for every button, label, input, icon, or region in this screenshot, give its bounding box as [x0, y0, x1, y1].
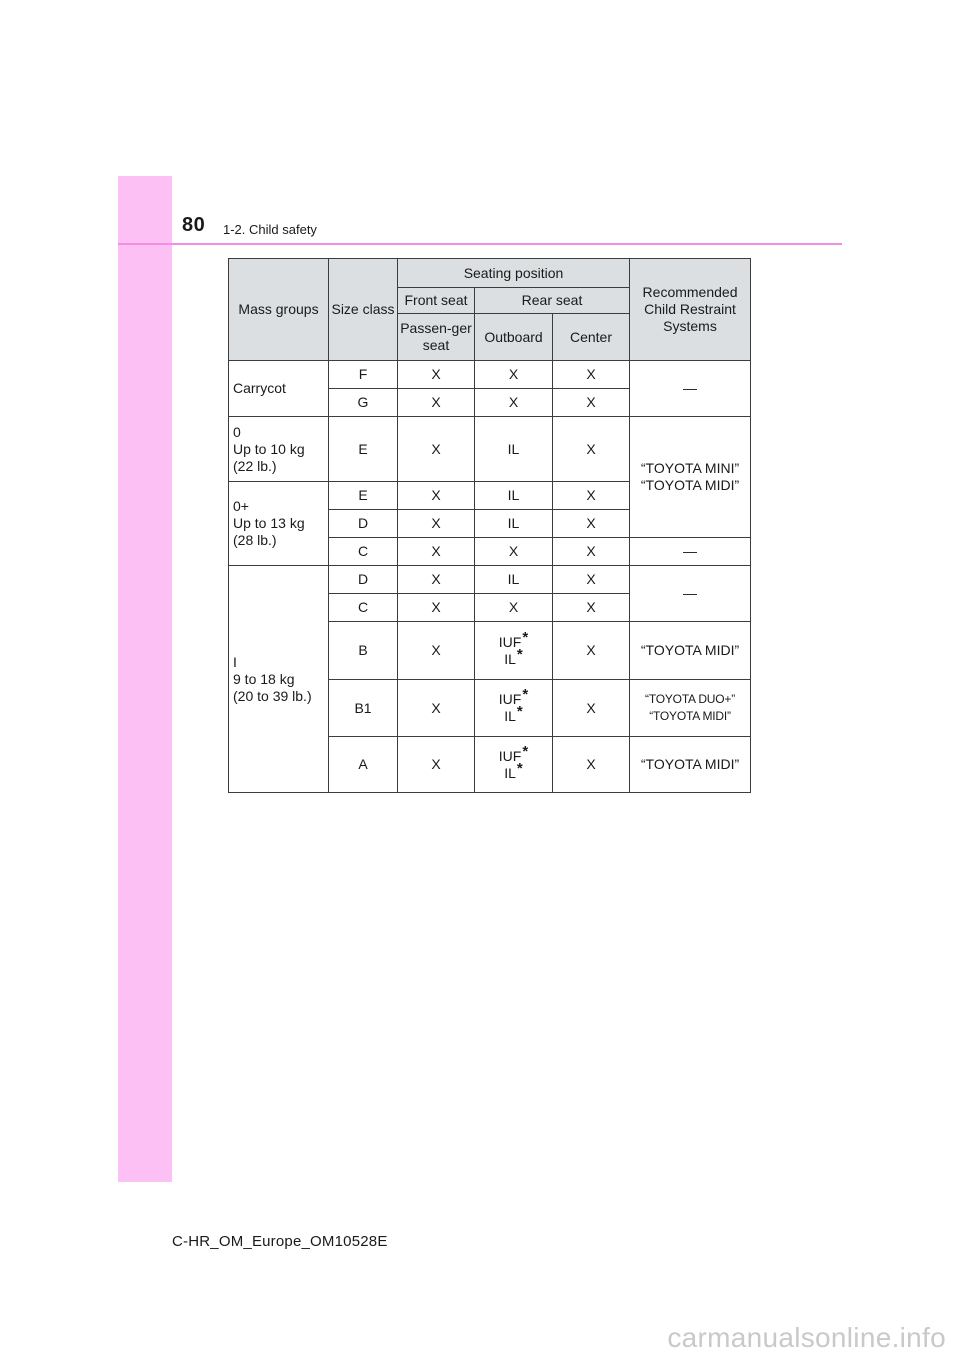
header-outboard: Outboard	[475, 314, 553, 361]
recommended-cell: “TOYOTA MIDI”	[630, 622, 751, 680]
recommended-cell: —	[630, 566, 751, 622]
outboard-value: IUF	[498, 747, 522, 764]
center-cell: X	[553, 510, 630, 538]
front-seat-cell: X	[398, 361, 475, 389]
recommended-cell: —	[630, 538, 751, 566]
recommended-cell: —	[630, 361, 751, 417]
outboard-cell	[475, 680, 553, 737]
recommended-line: “TOYOTA DUO+”	[645, 692, 735, 706]
front-seat-cell: X	[398, 510, 475, 538]
center-cell: X	[553, 389, 630, 417]
size-class-cell: E	[329, 417, 398, 482]
size-class-cell: C	[329, 538, 398, 566]
footnote-mark: *	[516, 759, 523, 777]
front-seat-cell: X	[398, 538, 475, 566]
table-row	[229, 566, 751, 594]
mass-group-line: 0	[233, 423, 241, 440]
section-title: 1-2. Child safety	[223, 222, 317, 237]
outboard-line	[477, 759, 550, 782]
size-class-cell: A	[329, 737, 398, 793]
outboard-value: IL	[504, 650, 516, 667]
center-cell: X	[553, 622, 630, 680]
outboard-line	[477, 628, 550, 651]
size-class-cell: F	[329, 361, 398, 389]
center-cell: X	[553, 680, 630, 737]
mass-group-line: Up to 10 kg	[233, 440, 305, 457]
outboard-value: IUF	[498, 691, 522, 707]
header-mass-groups: Mass groups	[229, 259, 329, 361]
footnote-mark: *	[516, 703, 523, 720]
chapter-sidebar	[118, 176, 172, 1182]
front-seat-cell: X	[398, 680, 475, 737]
document-id: C-HR_OM_Europe_OM10528E	[172, 1233, 388, 1250]
mass-group-line: 0+	[233, 498, 249, 514]
outboard-value: IL	[504, 764, 516, 781]
size-class-cell: E	[329, 482, 398, 510]
center-cell: X	[553, 538, 630, 566]
table-row	[229, 361, 751, 389]
mass-group-line: (28 lb.)	[233, 532, 277, 548]
mass-group-line: (20 to 39 lb.)	[233, 687, 312, 704]
center-cell: X	[553, 482, 630, 510]
child-restraint-table	[228, 258, 751, 793]
size-class-cell: C	[329, 594, 398, 622]
outboard-cell: IL	[475, 566, 553, 594]
outboard-line	[477, 686, 550, 708]
center-cell: X	[553, 594, 630, 622]
outboard-value: IL	[504, 708, 516, 724]
center-cell: X	[553, 737, 630, 793]
footnote-mark: *	[516, 645, 523, 663]
outboard-cell: IL	[475, 417, 553, 482]
footnote-mark: *	[522, 628, 529, 646]
outboard-value: IUF	[498, 633, 522, 650]
recommended-line: “TOYOTA MINI”	[640, 460, 740, 476]
mass-group-cell	[229, 566, 329, 793]
center-cell: X	[553, 566, 630, 594]
front-seat-cell: X	[398, 417, 475, 482]
size-class-cell: B1	[329, 680, 398, 737]
outboard-cell	[475, 737, 553, 793]
header-size-class: Size class	[329, 259, 398, 361]
header-front-seat: Front seat	[398, 288, 475, 314]
mass-group-line: Up to 13 kg	[233, 515, 305, 531]
footnote-mark: *	[522, 742, 529, 760]
recommended-line: “TOYOTA MIDI”	[649, 709, 731, 723]
header-rear-seat: Rear seat	[475, 288, 630, 314]
size-class-cell: D	[329, 510, 398, 538]
outboard-cell: IL	[475, 482, 553, 510]
mass-group-cell: Carrycot	[229, 361, 329, 417]
outboard-cell: X	[475, 361, 553, 389]
footnote-mark: *	[522, 686, 529, 703]
mass-group-cell	[229, 482, 329, 566]
outboard-cell	[475, 622, 553, 680]
outboard-cell: X	[475, 538, 553, 566]
header-center: Center	[553, 314, 630, 361]
mass-group-line: (22 lb.)	[233, 457, 277, 474]
size-class-cell: B	[329, 622, 398, 680]
outboard-cell: IL	[475, 510, 553, 538]
mass-group-line: 9 to 18 kg	[233, 670, 295, 687]
header-rule	[118, 243, 842, 245]
outboard-line	[477, 742, 550, 765]
center-cell: X	[553, 417, 630, 482]
outboard-cell: X	[475, 389, 553, 417]
front-seat-cell: X	[398, 737, 475, 793]
mass-group-line: I	[233, 653, 237, 670]
front-seat-cell: X	[398, 566, 475, 594]
recommended-cell: “TOYOTA MIDI”	[630, 737, 751, 793]
size-class-cell: D	[329, 566, 398, 594]
front-seat-cell: X	[398, 389, 475, 417]
outboard-line	[477, 645, 550, 668]
header-recommended: Recommended Child Restraint Systems	[630, 259, 751, 361]
size-class-cell: G	[329, 389, 398, 417]
center-cell: X	[553, 361, 630, 389]
recommended-line: “TOYOTA MIDI”	[640, 477, 740, 493]
outboard-line	[477, 703, 550, 725]
header-seating-position: Seating position	[398, 259, 630, 288]
header-passenger-seat: Passen-ger seat	[398, 314, 475, 361]
page-number: 80	[182, 214, 206, 236]
mass-group-cell	[229, 417, 329, 482]
table-row	[229, 417, 751, 482]
recommended-cell	[630, 417, 751, 538]
recommended-cell	[630, 680, 751, 737]
front-seat-cell: X	[398, 622, 475, 680]
watermark: carmanualsonline.info	[667, 1322, 946, 1353]
front-seat-cell: X	[398, 594, 475, 622]
outboard-cell: X	[475, 594, 553, 622]
front-seat-cell: X	[398, 482, 475, 510]
